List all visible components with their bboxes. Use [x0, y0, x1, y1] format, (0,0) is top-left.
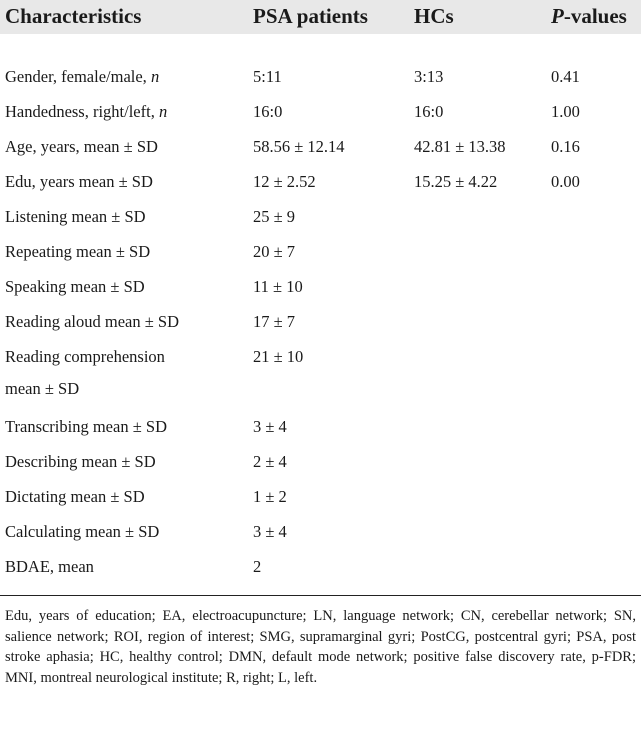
- table-bottom-rule: [0, 595, 641, 596]
- psa-value: 12 ± 2.52: [253, 172, 316, 191]
- psa-value: 25 ± 9: [253, 207, 296, 226]
- row-label: Age, years, mean ± SD: [5, 137, 158, 156]
- p-value: 0.00: [551, 172, 580, 191]
- header-p-letter: P: [551, 4, 564, 28]
- row-label: Reading comprehension: [5, 347, 165, 366]
- p-value: 0.41: [551, 67, 580, 86]
- hc-value: 16:0: [414, 102, 444, 121]
- psa-value: 16:0: [253, 102, 283, 121]
- row-label: [5, 101, 167, 123]
- header-p-suffix: -values: [563, 4, 627, 28]
- hc-value: 42.81 ± 13.38: [414, 137, 506, 156]
- psa-value: 11 ± 10: [253, 277, 303, 296]
- row-label-text: Handedness, right/left,: [5, 102, 159, 121]
- psa-value: 58.56 ± 12.14: [253, 137, 345, 156]
- row-label: Reading aloud mean ± SD: [5, 312, 180, 331]
- p-value: 1.00: [551, 102, 580, 121]
- row-label: Describing mean ± SD: [5, 452, 156, 471]
- psa-value: 1 ± 2: [253, 487, 287, 506]
- row-label-italic: n: [150, 67, 160, 86]
- hc-value: 15.25 ± 4.22: [414, 172, 498, 191]
- header-characteristics: Characteristics: [5, 4, 142, 28]
- row-label: BDAE, mean: [5, 557, 94, 576]
- row-label: Listening mean ± SD: [5, 207, 146, 226]
- psa-value: 17 ± 7: [253, 312, 296, 331]
- row-label: Transcribing mean ± SD: [5, 417, 167, 436]
- row-label: Dictating mean ± SD: [5, 487, 145, 506]
- psa-value: 3 ± 4: [253, 417, 287, 436]
- psa-value: 2: [253, 557, 262, 576]
- table-footnote: Edu, years of education; EA, electroacupuncture; LN, language network; CN, cerebellar network; SN, salience network; ROI, region of interest; SMG, supramarginal gyri; PostCG, postcentral gyri; PSA, post stroke aphasia; HC, healthy control; DMN, default mode network; positive false discovery rate, p-FDR; MNI, montreal neurological institute; R, right; L, left.: [5, 608, 636, 686]
- psa-value: 20 ± 7: [253, 242, 296, 261]
- hc-value: 3:13: [414, 67, 444, 86]
- psa-value: 2 ± 4: [253, 452, 287, 471]
- table-header: [0, 0, 641, 34]
- header-psa-patients: PSA patients: [253, 4, 368, 28]
- psa-value: 5:11: [253, 67, 282, 86]
- header-p-values: [551, 2, 627, 30]
- p-value: 0.16: [551, 137, 580, 156]
- row-label-line2: mean ± SD: [5, 379, 80, 398]
- header-hcs: HCs: [414, 4, 454, 28]
- row-label: [5, 66, 159, 88]
- row-label: Repeating mean ± SD: [5, 242, 151, 261]
- row-label: Speaking mean ± SD: [5, 277, 145, 296]
- row-label: Edu, years mean ± SD: [5, 172, 153, 191]
- row-label-italic: n: [158, 102, 168, 121]
- psa-value: 3 ± 4: [253, 522, 287, 541]
- psa-value: 21 ± 10: [253, 347, 304, 366]
- row-label-text: Gender, female/male,: [5, 67, 151, 86]
- row-label: Calculating mean ± SD: [5, 522, 160, 541]
